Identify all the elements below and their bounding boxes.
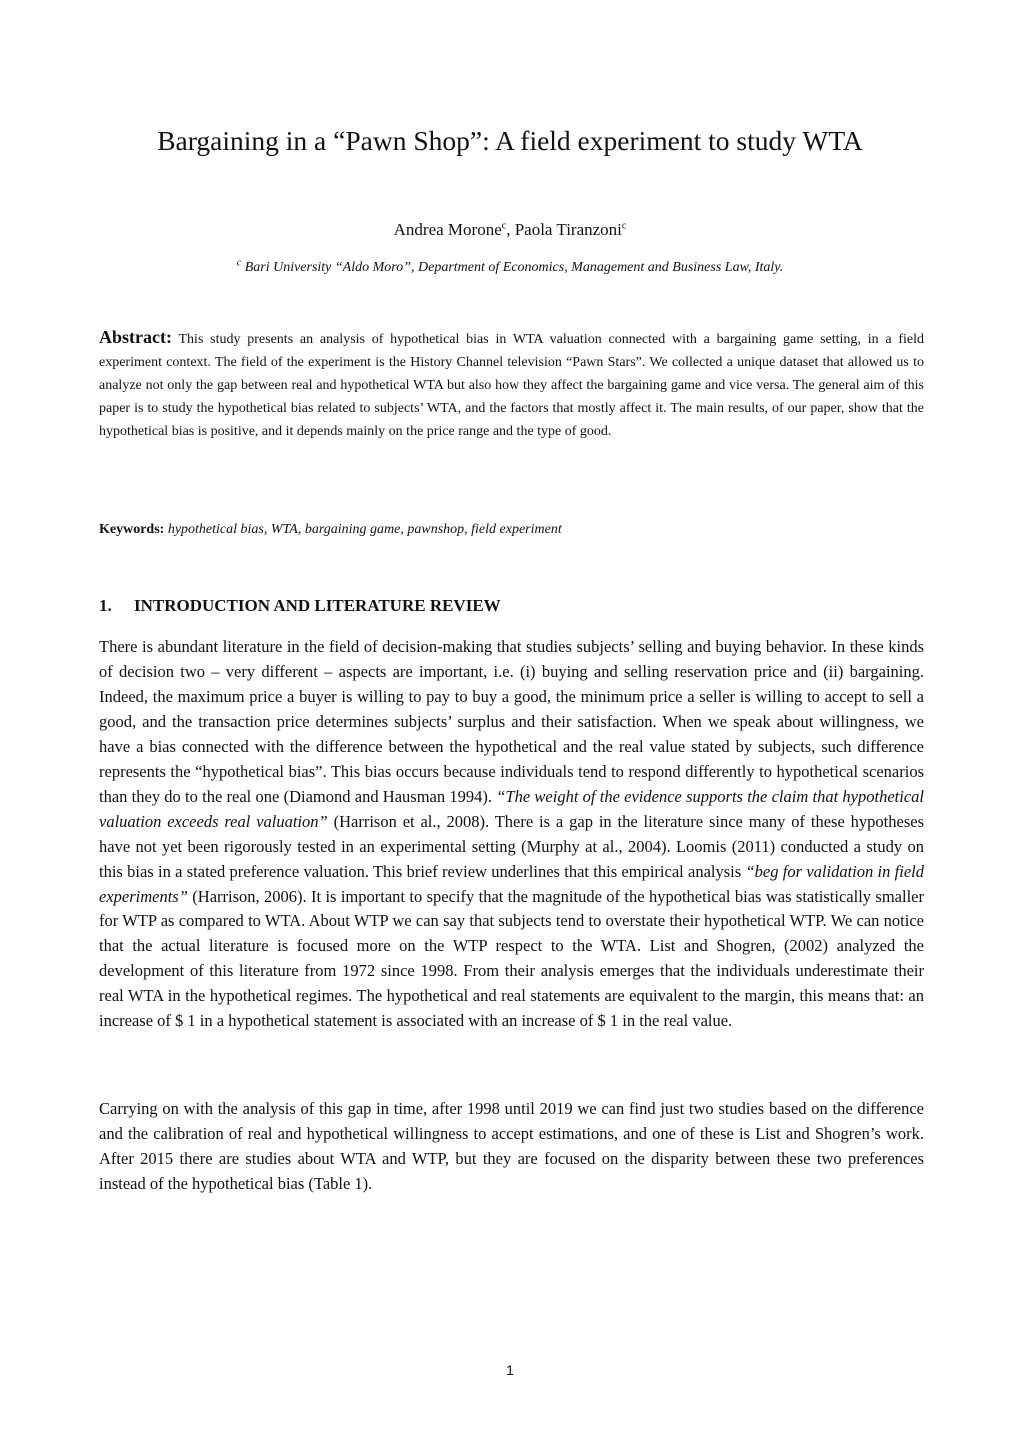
keywords: [99, 519, 924, 541]
paragraph-text: (Harrison, 2006). It is important to specify that the magnitude of the hypothetical bias was statistically smaller for WTP as compared to WTA. About WTP we can say that subjects tend to overstate their hypothetical WTP. We can notice that the actual literature is focused more on the WTP respect to the WTA. List and Shogren, (2002) analyzed the development of this literature from 1972 since 1998. From their analysis emerges that the individuals underestimate their real WTA in the hypothetical regimes. The hypothetical and real statements are equivalent to the margin, this means that: an increase of $ 1 in a hypothetical statement is associated with an increase of $ 1 in the real value.: [99, 886, 924, 1031]
section-title: INTRODUCTION AND LITERATURE REVIEW: [134, 596, 501, 615]
page-number: 1: [506, 1362, 514, 1378]
section-heading: [99, 594, 501, 618]
body-paragraph: [99, 635, 924, 1034]
paragraph-text: (Harrison et al., 2008). There is a gap in the literature since many of these hypotheses have not yet been rigorously tested in an experimental setting (Murphy at al., 2004). Loomis (2011) conducted a study on this bias in a stated preference valuation. This brief review underlines that this empirical analysis: [99, 811, 924, 881]
quotation: “The weight of the evidence supports the claim that hypothetical valuation exceeds real valuation”: [99, 786, 924, 831]
body-paragraph: Carrying on with the analysis of this gap in time, after 1998 until 2019 we can find just two studies based on the difference and the calibration of real and hypothetical willingness to accept estimations, and one of these is List and Shogren’s work. After 2015 there are studies about WTA and WTP, but they are focused on the disparity between these two preferences instead of the hypothetical bias (Table 1).: [99, 1099, 924, 1193]
author-name: Andrea Morone: [393, 220, 502, 239]
author-affiliation-mark: c: [501, 220, 507, 232]
section-number: 1.: [99, 596, 112, 615]
abstract: [99, 326, 924, 443]
quotation: “beg for validation in field experiments”: [99, 861, 924, 906]
affiliation: [0, 257, 1020, 279]
keywords-label: Keywords:: [99, 522, 165, 537]
author-name: Paola Tiranzoni: [514, 220, 622, 239]
abstract-label: Abstract:: [99, 327, 172, 347]
affiliation-mark: c: [236, 257, 242, 269]
author-line: [0, 218, 1020, 242]
keywords-text: hypothetical bias, WTA, bargaining game, pawnshop, field experiment: [167, 522, 562, 537]
author-affiliation-mark: c: [621, 220, 627, 232]
paragraph-text: There is abundant literature in the field of decision-making that studies subjects’ selling and buying behavior. In these kinds of decision two – very different – aspects are important, i.e. (i) buying and selling reservation price and (ii) bargaining. Indeed, the maximum price a buyer is willing to pay to buy a good, the minimum price a seller is willing to accept to sell a good, and the transaction price determines subjects’ surplus and their satisfaction. When we speak about willingness, we have a bias connected with the difference between the hypothetical and the real value stated by subjects, such difference represents the “hypothetical bias”. This bias occurs because individuals tend to respond differently to hypothetical scenarios than they do to the real one (Diamond and Hausman 1994).: [99, 637, 924, 806]
abstract-text: This study presents an analysis of hypothetical bias in WTA valuation connected with a bargaining game setting, in a field experiment context. The field of the experiment is the History Channel television “Pawn Stars”. We collected a unique dataset that allowed us to analyze not only the gap between real and hypothetical WTA but also how they affect the bargaining game and vice versa. The general aim of this paper is to study the hypothetical bias related to subjects’ WTA, and the factors that mostly affect it. The main results, of our paper, show that the hypothetical bias is positive, and it depends mainly on the price range and the type of good.: [99, 332, 924, 440]
author-separator: ,: [506, 220, 515, 239]
affiliation-text: Bari University “Aldo Moro”, Department of Economics, Management and Business Law, Italy.: [244, 260, 784, 275]
paper-title: Bargaining in a “Pawn Shop”: A field experiment to study WTA: [157, 125, 863, 156]
